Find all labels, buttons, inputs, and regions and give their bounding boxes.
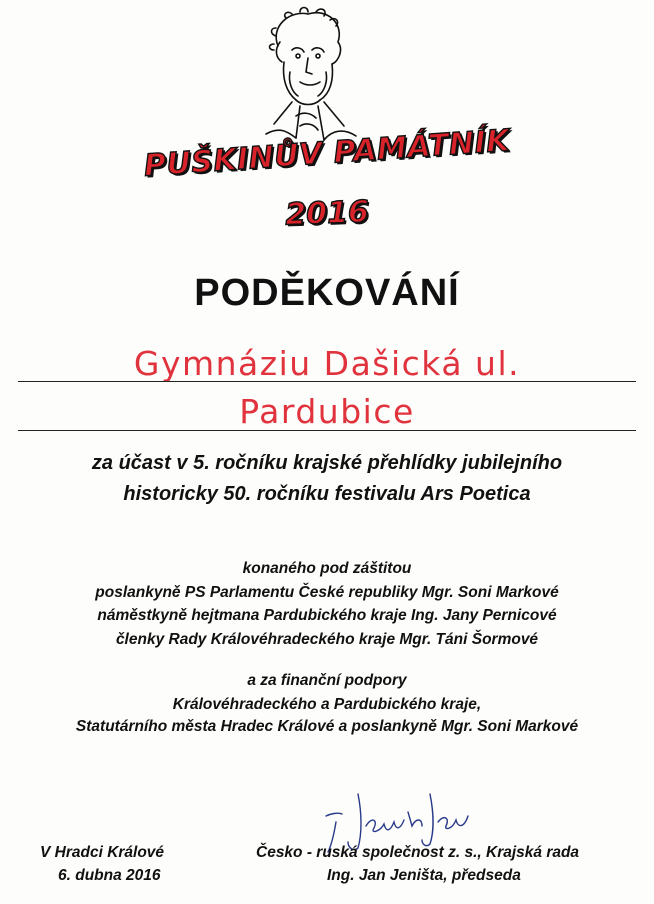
recipient-line-1: Gymnáziu Dašická ul. bbox=[133, 344, 521, 383]
recipient-line-2: Pardubice bbox=[239, 392, 415, 431]
divider-line-2 bbox=[18, 430, 636, 431]
financing-line-1: Královéhradeckého a Pardubického kraje, bbox=[172, 696, 482, 713]
banner-title: PUŠKINŮV PAMÁTNÍK bbox=[142, 123, 512, 184]
page-title: PODĚKOVÁNÍ bbox=[194, 272, 460, 314]
auspices-intro: konaného pod záštitou bbox=[242, 560, 412, 577]
purpose-line-2: historicky 50. ročníku festivalu Ars Poetica bbox=[123, 483, 531, 505]
issue-place: V Hradci Králové bbox=[40, 844, 165, 861]
purpose-line-1: za účast v 5. ročníku krajské přehlídky jubilejního bbox=[91, 452, 563, 474]
financing-line-2: Statutárního města Hradec Králové a poslankyně Mgr. Soni Markové bbox=[75, 718, 579, 735]
signatory: Ing. Jan Jeništa, předseda bbox=[327, 867, 521, 884]
financing-intro: a za finanční podpory bbox=[247, 672, 407, 689]
issuing-organization: Česko - ruská společnost z. s., Krajská rada bbox=[256, 844, 580, 861]
pushkin-portrait-illustration bbox=[240, 6, 370, 148]
auspices-line-1: poslankyně PS Parlamentu České republiky Mgr. Soni Markové bbox=[95, 584, 559, 601]
banner-year: 2016 bbox=[284, 194, 370, 233]
auspices-line-2: náměstkyně hejtmana Pardubického kraje Ing. Jany Pernicové bbox=[97, 607, 557, 624]
auspices-line-3: členky Rady Královéhradeckého kraje Mgr. Táni Šormové bbox=[115, 631, 539, 648]
divider-line-1 bbox=[18, 381, 636, 382]
issue-date: 6. dubna 2016 bbox=[58, 867, 161, 884]
